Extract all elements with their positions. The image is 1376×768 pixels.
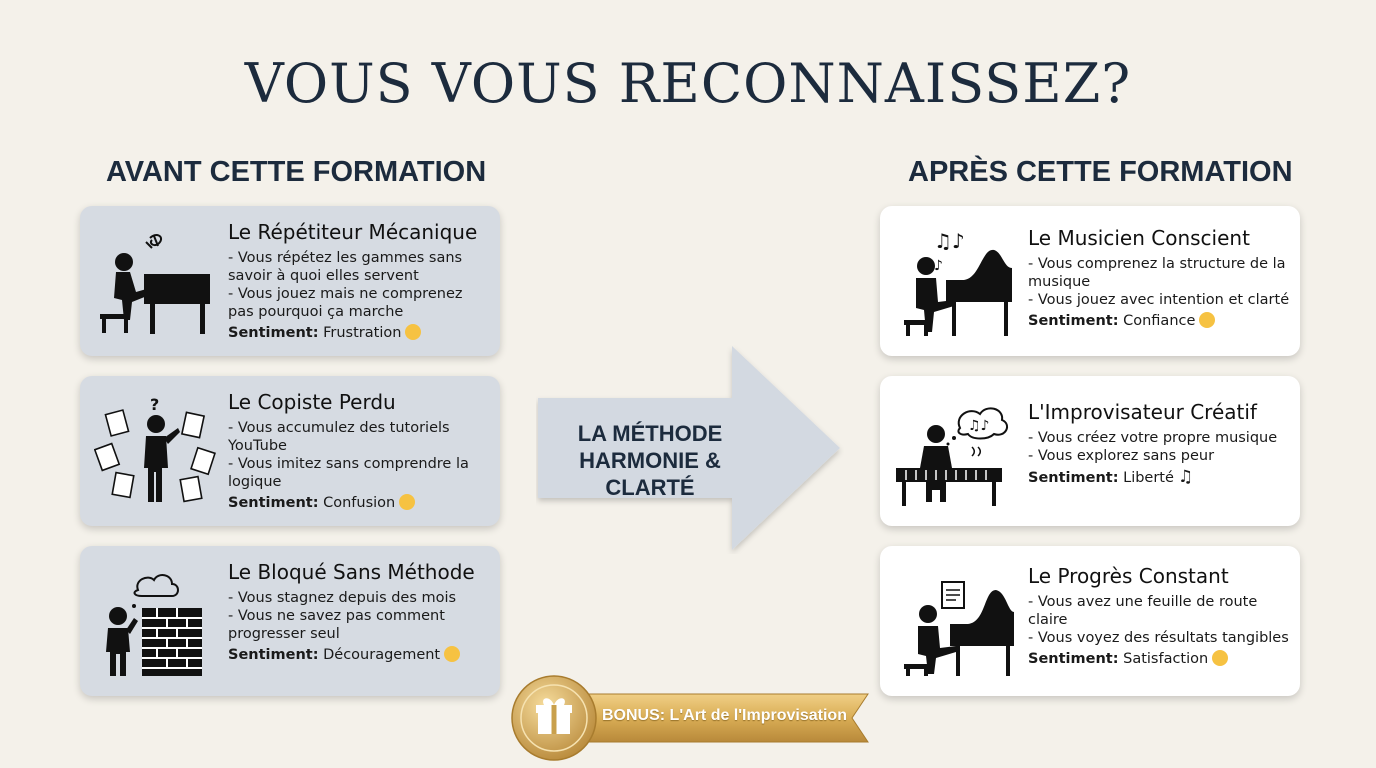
sentiment-line	[1028, 468, 1290, 487]
before-heading: AVANT CETTE FORMATION	[106, 156, 487, 188]
method-line-2: HARMONIE & CLARTÉ	[579, 448, 721, 500]
thinking-emoji-icon	[399, 494, 415, 510]
sentiment-label: Sentiment:	[228, 647, 319, 663]
card-title: L'Improvisateur Créatif	[1028, 400, 1257, 424]
person-brick-wall-icon	[94, 568, 218, 676]
after-card-3	[880, 546, 1300, 696]
music-note-icon: ♫	[1177, 467, 1194, 487]
sentiment-value: Confusion	[323, 495, 396, 511]
sentiment-line	[1028, 650, 1290, 668]
card-bullet: - Vous voyez des résultats tangibles	[1028, 630, 1289, 646]
sentiment-label: Sentiment:	[1028, 313, 1119, 329]
card-bullet: - Vous explorez sans peur	[1028, 448, 1215, 464]
method-arrow	[536, 342, 844, 554]
confused-person-icon	[94, 398, 218, 506]
method-label	[550, 420, 750, 501]
sentiment-value: Liberté	[1123, 470, 1174, 486]
bonus-badge	[510, 672, 872, 764]
before-card-2	[80, 376, 500, 526]
sentiment-value: Confiance	[1123, 313, 1196, 329]
card-bullet: - Vous avez une feuille de route claire	[1028, 594, 1258, 628]
frustrated-emoji-icon	[405, 324, 421, 340]
before-card-1	[80, 206, 500, 356]
sentiment-value: Frustration	[323, 325, 402, 341]
card-bullet: - Vous jouez mais ne comprenez pas pourquoi ça marche	[228, 286, 463, 320]
card-title: Le Copiste Perdu	[228, 390, 396, 414]
bonus-label: BONUS: L'Art de l'Improvisation	[602, 707, 847, 724]
card-bullet: - Vous accumulez des tutoriels YouTube	[228, 420, 450, 454]
frustrated-pianist-icon	[94, 228, 218, 336]
disappointed-emoji-icon	[444, 646, 460, 662]
heart-eyes-emoji-icon	[1212, 650, 1228, 666]
card-bullet: - Vous jouez avec intention et clarté	[1028, 292, 1290, 308]
sentiment-label: Sentiment:	[228, 325, 319, 341]
sentiment-value: Satisfaction	[1123, 651, 1209, 667]
page-title: VOUS VOUS RECONNAISSEZ?	[244, 52, 1132, 115]
pianist-music-notes-icon	[894, 228, 1018, 336]
sentiment-label: Sentiment:	[1028, 470, 1119, 486]
pianist-sheet-music-icon	[894, 568, 1018, 676]
keyboard-player-icon	[894, 398, 1018, 506]
method-line-1: LA MÉTHODE	[577, 421, 723, 446]
sentiment-value: Découragement	[323, 647, 441, 663]
sentiment-line	[228, 494, 490, 512]
card-bullet: - Vous comprenez la structure de la musique	[1028, 256, 1286, 290]
after-heading: APRÈS CETTE FORMATION	[908, 156, 1293, 188]
smiling-emoji-icon	[1199, 312, 1215, 328]
card-title: Le Musicien Conscient	[1028, 226, 1250, 250]
card-title: Le Répétiteur Mécanique	[228, 220, 478, 244]
svg-text:♫♪: ♫♪	[968, 418, 990, 434]
card-bullet: - Vous stagnez depuis des mois	[228, 590, 457, 606]
card-bullet: - Vous créez votre propre musique	[1028, 430, 1278, 446]
card-title: Le Progrès Constant	[1028, 564, 1229, 588]
svg-text:?: ?	[150, 398, 160, 414]
sentiment-label: Sentiment:	[1028, 651, 1119, 667]
after-card-2	[880, 376, 1300, 526]
card-bullet: - Vous ne savez pas comment progresser seul	[228, 608, 445, 642]
card-bullet: - Vous imitez sans comprendre la logique	[228, 456, 469, 490]
before-card-3	[80, 546, 500, 696]
sentiment-label: Sentiment:	[228, 495, 319, 511]
svg-text:♫♪: ♫♪	[934, 229, 965, 253]
sentiment-line	[1028, 312, 1290, 330]
svg-text:♪: ♪	[934, 258, 943, 274]
sentiment-line	[228, 324, 490, 342]
card-bullet: - Vous répétez les gammes sans savoir à quoi elles servent	[228, 250, 463, 284]
card-title: Le Bloqué Sans Méthode	[228, 560, 475, 584]
after-card-1	[880, 206, 1300, 356]
sentiment-line	[228, 646, 490, 664]
gift-icon	[512, 676, 596, 760]
